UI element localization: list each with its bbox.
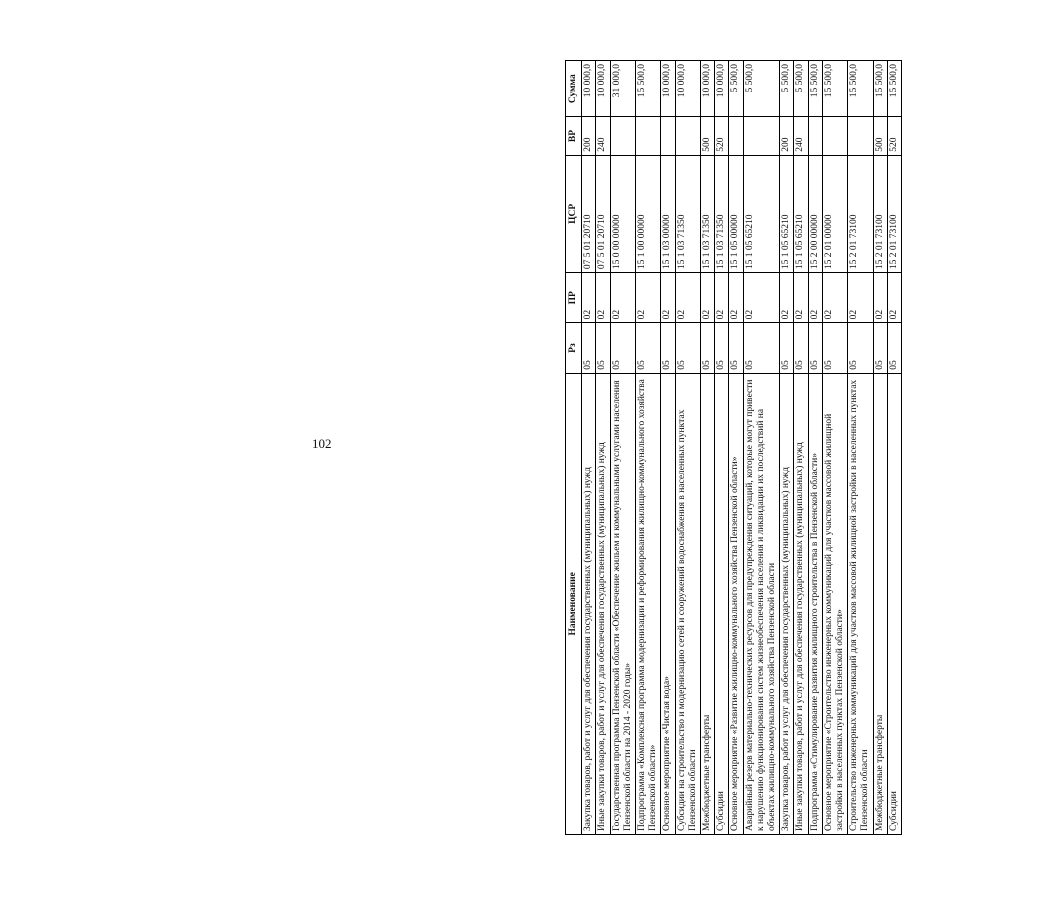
cell-name: Иные закупки товаров, работ и услуг для обеспечения государственных (муниципальных) нужд (596, 373, 610, 834)
cell-vr: 200 (780, 117, 794, 155)
header-rz: Рз (566, 323, 582, 373)
header-pr: ПР (566, 273, 582, 323)
cell-pr: 02 (661, 273, 675, 323)
cell-rz: 05 (729, 323, 743, 373)
cell-sum: 10 000,0 (701, 61, 715, 117)
table-header-row (566, 61, 582, 835)
cell-sum: 31 000,0 (610, 61, 635, 117)
table-row (794, 61, 808, 835)
cell-csr: 15 1 00 00000 (636, 155, 661, 272)
cell-csr: 15 2 01 73100 (848, 155, 873, 272)
cell-sum: 15 500,0 (808, 61, 822, 117)
cell-pr: 02 (636, 273, 661, 323)
header-name: Наименование (566, 373, 582, 834)
cell-rz: 05 (794, 323, 808, 373)
cell-vr (743, 117, 780, 155)
header-sum: Сумма (566, 61, 582, 117)
cell-sum: 10 000,0 (715, 61, 729, 117)
cell-pr: 02 (822, 273, 847, 323)
cell-vr (610, 117, 635, 155)
cell-csr: 15 1 05 00000 (729, 155, 743, 272)
cell-csr: 15 2 01 73100 (873, 155, 887, 272)
cell-pr: 02 (887, 273, 901, 323)
cell-name: Основное мероприятие «Строительство инженерных коммуникаций для участков массовой жилищной застройки в населенных пунктах Пензенской области» (822, 373, 847, 834)
page-number: 102 (312, 436, 332, 451)
cell-csr: 15 2 01 73100 (887, 155, 901, 272)
table-row (661, 61, 675, 835)
cell-name: Основное мероприятие «Чистая вода» (661, 373, 675, 834)
table-row (636, 61, 661, 835)
cell-name: Межбюджетные трансферты (873, 373, 887, 834)
table-row (873, 61, 887, 835)
cell-sum: 15 500,0 (887, 61, 901, 117)
cell-rz: 05 (636, 323, 661, 373)
cell-csr: 15 0 00 00000 (610, 155, 635, 272)
cell-pr: 02 (729, 273, 743, 323)
cell-name: Субсидии (887, 373, 901, 834)
cell-rz: 05 (675, 323, 700, 373)
cell-rz: 05 (743, 323, 780, 373)
cell-sum: 15 500,0 (822, 61, 847, 117)
cell-name: Иные закупки товаров, работ и услуг для обеспечения государственных (муниципальных) нужд (794, 373, 808, 834)
cell-vr: 240 (794, 117, 808, 155)
cell-pr: 02 (582, 273, 596, 323)
table-body (582, 61, 902, 835)
cell-rz: 05 (808, 323, 822, 373)
cell-sum: 15 500,0 (848, 61, 873, 117)
cell-csr: 15 1 03 71350 (701, 155, 715, 272)
cell-sum: 15 500,0 (636, 61, 661, 117)
cell-vr (661, 117, 675, 155)
cell-csr: 15 1 05 65210 (743, 155, 780, 272)
table-row (675, 61, 700, 835)
cell-vr: 520 (715, 117, 729, 155)
cell-name: Межбюджетные трансферты (701, 373, 715, 834)
cell-csr: 15 1 03 71350 (715, 155, 729, 272)
cell-rz: 05 (887, 323, 901, 373)
table-row (715, 61, 729, 835)
cell-rz: 05 (596, 323, 610, 373)
cell-vr (729, 117, 743, 155)
rotated-table-container (565, 60, 1051, 835)
table-row (743, 61, 780, 835)
cell-pr: 02 (794, 273, 808, 323)
cell-rz: 05 (582, 323, 596, 373)
cell-pr: 02 (743, 273, 780, 323)
cell-vr: 240 (596, 117, 610, 155)
cell-pr: 02 (780, 273, 794, 323)
cell-csr: 15 1 03 00000 (661, 155, 675, 272)
cell-vr: 520 (887, 117, 901, 155)
cell-rz: 05 (822, 323, 847, 373)
cell-vr (636, 117, 661, 155)
cell-sum: 15 500,0 (873, 61, 887, 117)
cell-rz: 05 (780, 323, 794, 373)
cell-name: Государственная программа Пензенской области «Обеспечение жильем и коммунальными услугами населения Пензенской области на 2014 - 2020 годы» (610, 373, 635, 834)
cell-sum: 10 000,0 (661, 61, 675, 117)
cell-sum: 10 000,0 (675, 61, 700, 117)
cell-name: Подпрограмма «Стимулирование развития жилищного строительства в Пензенской области» (808, 373, 822, 834)
cell-csr: 15 1 05 65210 (780, 155, 794, 272)
cell-vr: 200 (582, 117, 596, 155)
cell-pr: 02 (610, 273, 635, 323)
cell-rz: 05 (661, 323, 675, 373)
cell-name: Закупка товаров, работ и услуг для обеспечения государственных (муниципальных) нужд (780, 373, 794, 834)
cell-pr: 02 (873, 273, 887, 323)
cell-name: Строительство инженерных коммуникаций для участков массовой жилищной застройки в населенных пунктах Пензенской области (848, 373, 873, 834)
cell-pr: 02 (848, 273, 873, 323)
cell-pr: 02 (808, 273, 822, 323)
cell-sum: 5 500,0 (729, 61, 743, 117)
cell-csr: 15 1 03 71350 (675, 155, 700, 272)
cell-pr: 02 (596, 273, 610, 323)
cell-rz: 05 (701, 323, 715, 373)
table-row (610, 61, 635, 835)
cell-name: Подпрограмма «Комплексная программа модернизации и реформирования жилищно-коммунального хозяйства Пензенской области» (636, 373, 661, 834)
cell-vr (675, 117, 700, 155)
table-row (596, 61, 610, 835)
cell-rz: 05 (715, 323, 729, 373)
cell-csr: 07 5 01 20710 (596, 155, 610, 272)
cell-sum: 5 500,0 (780, 61, 794, 117)
cell-sum: 5 500,0 (743, 61, 780, 117)
cell-rz: 05 (610, 323, 635, 373)
cell-name: Основное мероприятие «Развитие жилищно-коммунального хозяйства Пензенской области» (729, 373, 743, 834)
table-row (822, 61, 847, 835)
cell-pr: 02 (715, 273, 729, 323)
cell-vr (848, 117, 873, 155)
table-row (887, 61, 901, 835)
cell-pr: 02 (675, 273, 700, 323)
table-row (582, 61, 596, 835)
cell-name: Субсидии на строительство и модернизацию сетей и сооружений водоснабжения в населенных пунктах Пензенской области (675, 373, 700, 834)
cell-sum: 10 000,0 (582, 61, 596, 117)
header-csr: ЦСР (566, 155, 582, 272)
table-row (848, 61, 873, 835)
cell-sum: 10 000,0 (596, 61, 610, 117)
cell-vr: 500 (873, 117, 887, 155)
cell-name: Субсидии (715, 373, 729, 834)
cell-name: Аварийный резерв материально-технических ресурсов для предупреждения ситуаций, которые могут привести к нарушению функционирования систем жизнеобеспечения населения и ликвидации их последствий на объектах жилищно-коммунального хозяйства Пензенской области (743, 373, 780, 834)
table-row (808, 61, 822, 835)
cell-csr: 15 2 01 00000 (822, 155, 847, 272)
cell-vr (822, 117, 847, 155)
cell-csr: 15 2 00 00000 (808, 155, 822, 272)
cell-rz: 05 (848, 323, 873, 373)
table-row (780, 61, 794, 835)
cell-vr: 500 (701, 117, 715, 155)
cell-csr: 07 5 01 20710 (582, 155, 596, 272)
cell-pr: 02 (701, 273, 715, 323)
budget-table (565, 60, 902, 835)
cell-name: Закупка товаров, работ и услуг для обеспечения государственных (муниципальных) нужд (582, 373, 596, 834)
table-row (701, 61, 715, 835)
cell-csr: 15 1 05 65210 (794, 155, 808, 272)
header-vr: ВР (566, 117, 582, 155)
cell-rz: 05 (873, 323, 887, 373)
cell-vr (808, 117, 822, 155)
table-row (729, 61, 743, 835)
cell-sum: 5 500,0 (794, 61, 808, 117)
